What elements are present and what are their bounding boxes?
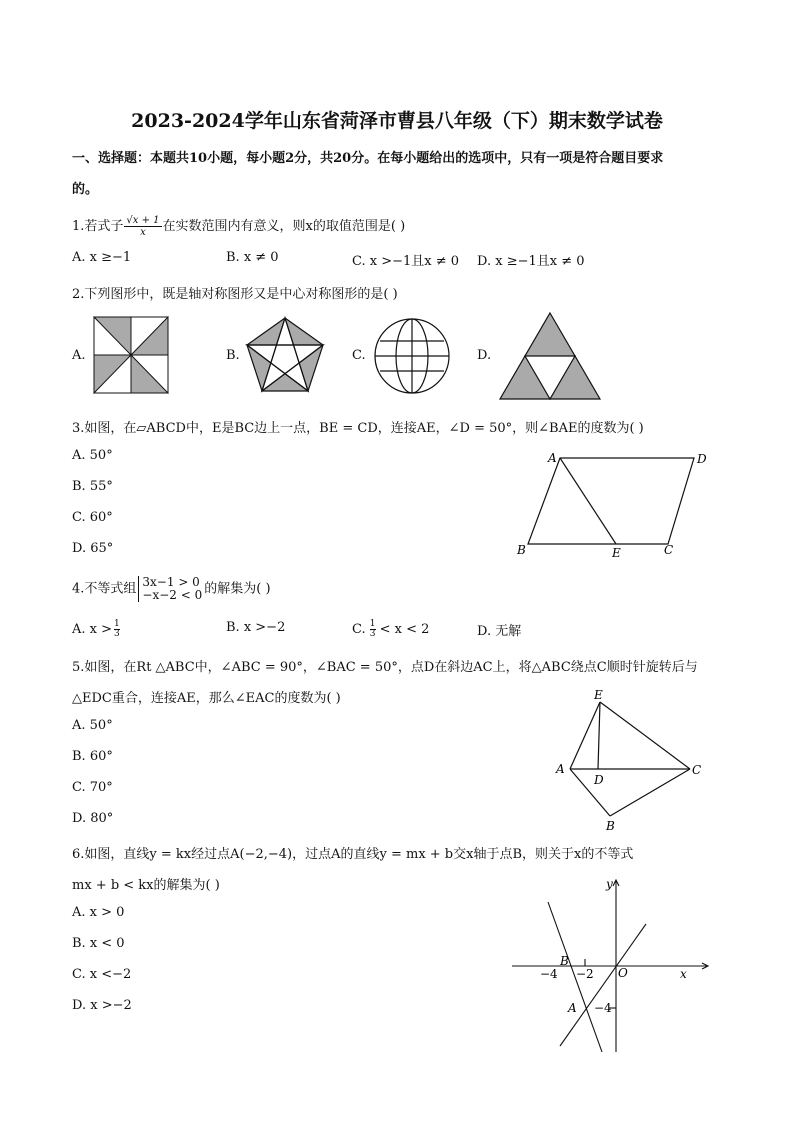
label-e: E [594, 688, 603, 702]
label-c: C [692, 763, 702, 777]
pentagon-star-figure [244, 315, 326, 397]
q4-stem-a: 4.不等式组 [72, 581, 137, 597]
q3-option-a[interactable]: A. 50° [72, 448, 113, 463]
axis-y-label: y [606, 877, 613, 891]
question-6-line2: mx + b < kx的解集为( ) [72, 878, 220, 893]
rotated-triangle-figure [552, 688, 712, 836]
tick-minus2-x: −2 [576, 967, 594, 981]
label-a: A [556, 762, 565, 776]
question-1 [72, 215, 405, 238]
q5-option-b[interactable]: B. 60° [72, 749, 113, 764]
q4-sys-1: 3x−1 > 0 [142, 575, 200, 589]
q1-option-a[interactable]: A. x ≥−1 [72, 250, 132, 265]
q4-opt-c-frac [370, 620, 376, 639]
origin-label: O [618, 966, 628, 980]
q4-opt-a-num: 1 [114, 619, 120, 629]
q1-stem-b: 在实数范围内有意义，则x的取值范围是( ) [162, 219, 406, 234]
q4-option-b[interactable]: B. x >−2 [226, 620, 286, 635]
label-a: A [548, 451, 557, 465]
q4-option-d[interactable]: D. 无解 [477, 624, 522, 639]
label-b: B [606, 819, 615, 833]
globe-figure [372, 317, 452, 395]
q4-option-c[interactable] [352, 620, 429, 639]
q3-option-b[interactable]: B. 55° [72, 479, 113, 494]
q4-opt-c-text: C. [352, 622, 366, 637]
axis-x-label: x [680, 967, 687, 981]
q3-option-d[interactable]: D. 65° [72, 541, 114, 556]
q4-stem-b: 的解集为( ) [204, 581, 271, 597]
q2-label-b[interactable]: B. [226, 348, 240, 363]
q4-opt-c-rest: < x < 2 [379, 622, 430, 637]
q1-frac-num: √x + 1 [126, 215, 160, 226]
q5-option-d[interactable]: D. 80° [72, 811, 114, 826]
page-title: 2023-2024学年山东省菏泽市曹县八年级（下）期末数学试卷 [131, 110, 663, 132]
point-b-label: B [560, 954, 569, 968]
question-5-line2: △EDC重合，连接AE，那么∠EAC的度数为( ) [72, 691, 341, 706]
q3-option-c[interactable]: C. 60° [72, 510, 113, 525]
q6-option-c[interactable]: C. x <−2 [72, 967, 132, 982]
q6-option-d[interactable]: D. x >−2 [72, 998, 132, 1013]
q5-option-a[interactable]: A. 50° [72, 718, 113, 733]
label-d: D [594, 773, 604, 787]
q6-option-a[interactable]: A. x > 0 [72, 905, 125, 920]
question-2: 2.下列图形中，既是轴对称图形又是中心对称图形的是( ) [72, 287, 398, 302]
point-a-label: A [568, 1001, 577, 1015]
q1-frac-den: x [140, 227, 146, 238]
q2-label-d[interactable]: D. [477, 348, 492, 363]
q4-opt-a-frac [114, 620, 120, 639]
q4-system [138, 576, 202, 602]
triangle-figure [498, 311, 602, 401]
section-heading-line1: 一、选择题：本题共10小题，每小题2分，共20分。在每小题给出的选项中，只有一项是符合题目要求 [72, 151, 664, 166]
q2-label-a[interactable]: A. [72, 348, 86, 363]
question-6-line1: 6.如图，直线y = kx经过点A(−2,−4)，过点A的直线y = mx + b交x轴于点B，则关于x的不等式 [72, 847, 634, 862]
coordinate-graph-figure [508, 874, 718, 1056]
section-heading-line2: 的。 [72, 182, 99, 197]
label-b: B [517, 543, 526, 557]
q6-option-b[interactable]: B. x < 0 [72, 936, 125, 951]
q1-option-c[interactable]: C. x >−1且x ≠ 0 [352, 254, 460, 269]
q4-opt-c-num: 1 [369, 619, 376, 629]
q1-stem-a: 1.若式子 [72, 219, 124, 234]
label-d: D [697, 452, 707, 466]
label-c: C [664, 543, 674, 557]
tick-minus4-x: −4 [540, 967, 558, 981]
q4-opt-c-den: 3 [369, 629, 376, 639]
question-4 [72, 576, 271, 602]
tick-minus4-y: −4 [594, 1001, 612, 1015]
q4-opt-a-den: 3 [114, 629, 120, 639]
q1-fraction [124, 215, 161, 238]
question-5-line1: 5.如图，在Rt △ABC中，∠ABC = 90°，∠BAC = 50°，点D在斜边AC上，将△ABC绕点C顺时针旋转后与 [72, 660, 698, 675]
parallelogram-figure [508, 448, 718, 563]
q4-option-a[interactable] [72, 620, 120, 639]
pinwheel-figure [92, 315, 170, 395]
q4-opt-a-text: A. x > [72, 622, 113, 637]
q2-label-c[interactable]: C. [352, 348, 366, 363]
question-3: 3.如图，在▱ABCD中，E是BC边上一点，BE = CD，连接AE，∠D = 50°，则∠BAE的度数为( ) [72, 421, 644, 436]
q1-option-b[interactable]: B. x ≠ 0 [226, 250, 279, 265]
q1-option-d[interactable]: D. x ≥−1且x ≠ 0 [477, 254, 585, 269]
q5-option-c[interactable]: C. 70° [72, 780, 113, 795]
label-e: E [612, 546, 621, 560]
q4-sys-2: −x−2 < 0 [142, 588, 203, 602]
